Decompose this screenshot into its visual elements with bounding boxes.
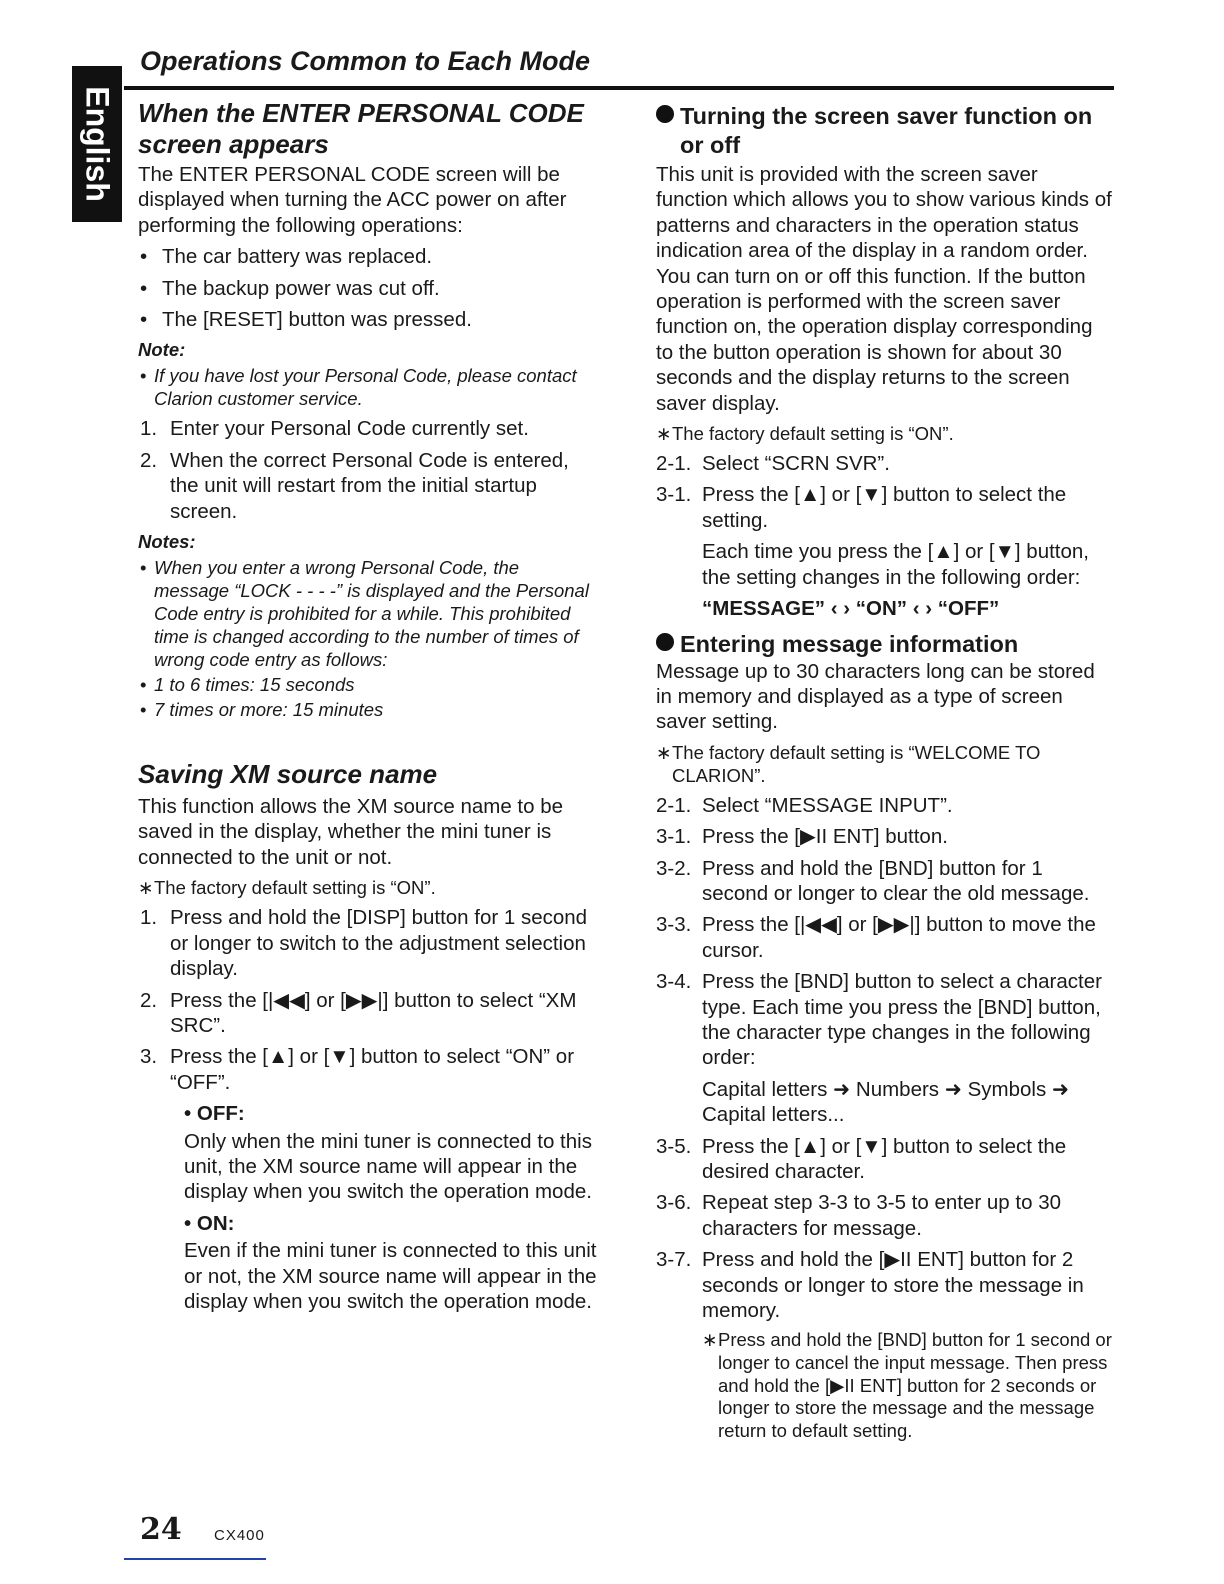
setting-order-text: Each time you press the [▲] or [▼] button, the setting changes in the following order: — [702, 540, 1089, 589]
note-text: • 7 times or more: 15 minutes — [138, 698, 598, 721]
step-item: 2-1. Select “SCRN SVR”. — [656, 452, 890, 476]
section-title-message: Entering message information — [656, 630, 1112, 659]
factory-default-note: ∗ The factory default setting is “ON”. — [656, 422, 1112, 445]
factory-default-note: ∗ The factory default setting is “WELCOME TO CLARION”. — [656, 741, 1112, 787]
cancel-note: ∗ Press and hold the [BND] button for 1 second or longer to cancel the input message. Then press and hold the [▶II ENT] button for 2 seconds or longer to store the message and the message return to default setting. — [656, 1329, 1112, 1442]
page-number: 24 — [140, 1512, 182, 1547]
note-label: Note: — [138, 339, 186, 361]
on-text: Even if the mini tuner is connected to this unit or not, the XM source name will appear in the display when you switch the operation mode. — [184, 1239, 597, 1313]
list-item: • The [RESET] button was pressed. — [138, 307, 598, 332]
xm-intro: This function allows the XM source name to be saved in the display, whether the mini tuner is connected to the unit or not. — [138, 795, 564, 869]
model-name: CX400 — [214, 1527, 265, 1544]
step-item: 1. Press and hold the [DISP] button for 1 second or longer to switch to the adjustment selection display. — [140, 906, 588, 981]
step-item: 3-4. Press the [BND] button to select a character type. Each time you press the [BND] button, the character type changes in the following order: — [656, 970, 1102, 1070]
on-label: • ON: — [184, 1211, 235, 1235]
page-header: Operations Common to Each Mode — [140, 46, 591, 76]
language-tab-label: English — [79, 86, 116, 202]
language-tab — [72, 66, 122, 222]
step-item: 3-6. Repeat step 3-3 to 3-5 to enter up to 30 characters for message. — [656, 1191, 1061, 1240]
step-item: 3-3. Press the [|◀◀] or [▶▶|] button to move the cursor. — [656, 913, 1096, 962]
section-title-personal-code: When the ENTER PERSONAL CODE screen appears — [138, 98, 584, 159]
bullet-dot-icon — [656, 633, 674, 651]
list-item: • The car battery was replaced. — [138, 244, 598, 269]
off-label: • OFF: — [184, 1102, 245, 1126]
left-column — [138, 98, 598, 1314]
note-text: • When you enter a wrong Personal Code, the message “LOCK - - - -” is displayed and the Personal Code entry is prohibited for a while. This prohibited time is changed according to the number of times of wrong code entry as follows: — [138, 556, 598, 671]
note-text: • If you have lost your Personal Code, please contact Clarion customer service. — [138, 364, 598, 410]
section-title-screen-saver: Turning the screen saver function on or off — [656, 102, 1112, 160]
note-text: • 1 to 6 times: 15 seconds — [138, 673, 598, 696]
screen-saver-intro: This unit is provided with the screen saver function which allows you to show various kinds of patterns and characters in the operation status indication area of the display in a random order. You can turn on or off this function. If the button operation is performed with the screen saver function on, the operation display corresponding to the button operation is shown for about 30 seconds and the display returns to the screen saver display. — [656, 163, 1112, 415]
notes-label: Notes: — [138, 531, 196, 553]
right-column — [656, 98, 1112, 1442]
header-rule — [124, 86, 1114, 90]
step-item: 3. Press the [▲] or [▼] button to select “ON” or “OFF”. — [140, 1045, 575, 1094]
step-item: 2. Press the [|◀◀] or [▶▶|] button to select “XM SRC”. — [140, 988, 577, 1037]
step-item: 1. Enter your Personal Code currently set. — [140, 417, 529, 441]
off-text: Only when the mini tuner is connected to this unit, the XM source name will appear in the display when you switch the operation mode. — [184, 1129, 592, 1204]
personal-code-intro: The ENTER PERSONAL CODE screen will be displayed when turning the ACC power on after performing the following operations: — [138, 163, 567, 237]
step-item: 3-7. Press and hold the [▶II ENT] button for 2 seconds or longer to store the message in memory. — [656, 1248, 1084, 1323]
step-item: 3-2. Press and hold the [BND] button for 1 second or longer to clear the old message. — [656, 856, 1090, 905]
section-title-xm-source: Saving XM source name — [138, 759, 438, 790]
step-item: 3-1. Press the [▶II ENT] button. — [656, 825, 948, 849]
factory-default-note: ∗ The factory default setting is “ON”. — [138, 876, 598, 899]
bullet-dot-icon — [656, 105, 674, 123]
step-item: 2. When the correct Personal Code is entered, the unit will restart from the initial startup screen. — [140, 448, 569, 523]
step-item: 2-1. Select “MESSAGE INPUT”. — [656, 793, 953, 817]
character-order: Capital letters ➜ Numbers ➜ Symbols ➜ Capital letters... — [702, 1077, 1070, 1127]
footer-rule — [124, 1558, 266, 1560]
step-item: 3-5. Press the [▲] or [▼] button to select the desired character. — [656, 1134, 1067, 1183]
list-item: • The backup power was cut off. — [138, 276, 598, 301]
step-item: 3-1. Press the [▲] or [▼] button to select the setting. — [656, 483, 1067, 532]
setting-order: “MESSAGE” ‹ › “ON” ‹ › “OFF” — [702, 597, 1000, 621]
message-intro: Message up to 30 characters long can be stored in memory and displayed as a type of screen saver setting. — [656, 659, 1095, 734]
